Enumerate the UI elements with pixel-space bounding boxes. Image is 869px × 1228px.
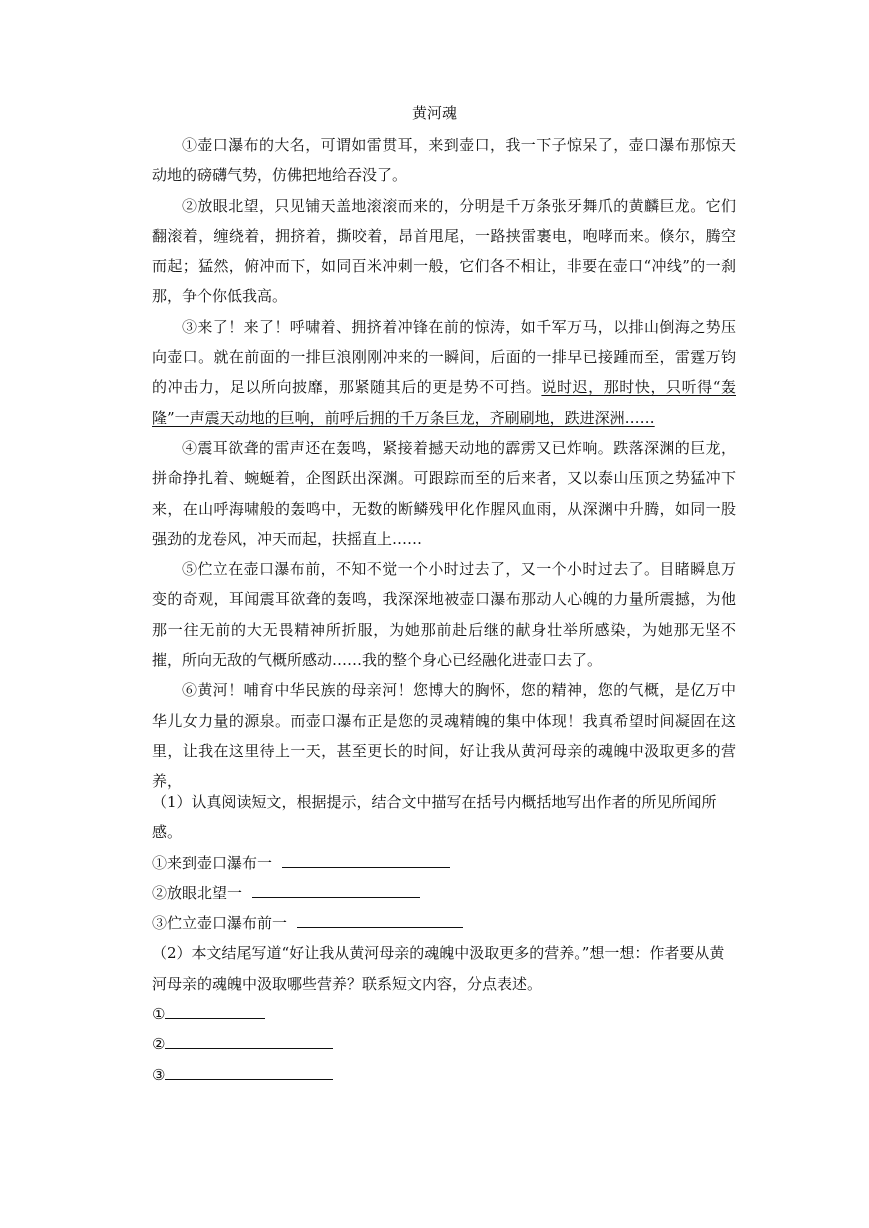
question-2-item-2-label: ② [152,1035,166,1054]
answer-blank-2-2[interactable] [165,1033,333,1049]
paragraph-1: ①壶口瀑布的大名，可谓如雷贯耳，来到壶口，我一下子惊呆了，壶口瀑布那惊天动地的磅礴气势，仿佛把地给吞没了。 [152,136,736,185]
question-1-item-3-label: ③伫立壶口瀑布前一 [152,914,288,933]
article-body [152,130,736,797]
question-2-item-1 [152,999,736,1029]
question-2-item-2 [152,1029,736,1059]
question-2-item-3 [152,1060,736,1090]
article-title: 黄河魂 [411,104,457,122]
question-2-prompt: （2）本文结尾写道“好让我从黄河母亲的魂魄中汲取更多的营养。”想一想：作者要从黄河母亲的魂魄中汲取哪些营养？联系短文内容，分点表述。 [152,944,725,993]
question-2-item-3-label: ③ [152,1065,166,1084]
paragraph-2: ②放眼北望，只见铺天盖地滚滚而来的，分明是千万条张牙舞爪的黄麟巨龙。它们翻滚着，缠绕着，拥挤着，撕咬着，昂首甩尾，一路挟雷裹电，咆哮而来。倏尔，腾空而起；猛然，俯冲而下，如同百米冲刺一般，它们各不相让，非要在壶口“冲线”的一刹那，争个你低我高。 [152,196,736,306]
question-2-item-1-label: ① [152,1005,166,1024]
questions-section [152,787,736,1090]
question-1-item-2-label: ②放眼北望一 [152,883,243,902]
question-1-item-1 [152,848,736,878]
answer-blank-2-3[interactable] [165,1064,333,1080]
paragraph-5: ⑤伫立在壶口瀑布前，不知不觉一个小时过去了，又一个小时过去了。目睹瞬息万变的奇观，耳闻震耳欲聋的轰鸣，我深深地被壶口瀑布那动人心魄的力量所震撼，为他那一往无前的大无畏精神所折服，为她那前赴后继的献身壮举所感染，为她那无坚不摧，所向无敌的气概所感动……我的整个身心已经融化进壶口去了。 [152,560,736,670]
answer-blank-1-2[interactable] [252,882,420,898]
question-1-item-1-label: ①来到壶口瀑布一 [152,853,273,872]
paragraph-3-text: ③来了！来了！呼啸着、拥挤着冲锋在前的惊涛，如千军万马，以排山倒海之势压向壶口。就在前面的一排巨浪刚刚冲来的一瞬间，后面的一排早已接踵而至，雷霆万钧的冲击力，足以所向披靡，那紧随其后的更是势不可挡。 [152,317,736,397]
paragraph-4: ④震耳欲聋的雷声还在轰鸣，紧接着撼天动地的霹雳又已炸响。跌落深渊的巨龙，拼命挣扎着、蜿蜒着，企图跃出深渊。可跟踪而至的后来者，又以泰山压顶之势猛冲下来，在山呼海啸般的轰鸣中，无数的断鳞残甲化作腥风血雨，从深渊中升腾，如同一股强劲的龙卷风，冲天而起，扶摇直上…… [152,438,736,548]
answer-blank-1-1[interactable] [282,852,450,868]
paragraph-3 [152,312,736,433]
question-1-item-3 [152,908,736,938]
paragraph-3-underlined-sentence: 说时迟，那时快，只听得“轰隆”一声震天动地的巨响，前呼后拥的千万条巨龙，齐刷刷地，跌进深洲…… [152,378,736,427]
paragraph-6: ⑥黄河！哺育中华民族的母亲河！您博大的胸怀，您的精神，您的气概，是亿万中华儿女力量的源泉。而壶口瀑布正是您的灵魂精魄的集中体现！我真希望时间凝固在这里，让我在这里待上一天，甚至更长的时间，好让我从黄河母亲的魂魄中汲取更多的营养， [152,681,736,791]
question-1-item-2 [152,878,736,908]
answer-blank-1-3[interactable] [297,912,463,928]
question-1-prompt: （1）认真阅读短文，根据提示，结合文中描写在括号内概括地写出作者的所见所闻所感。 [152,793,717,842]
answer-blank-2-1[interactable] [165,1003,265,1019]
